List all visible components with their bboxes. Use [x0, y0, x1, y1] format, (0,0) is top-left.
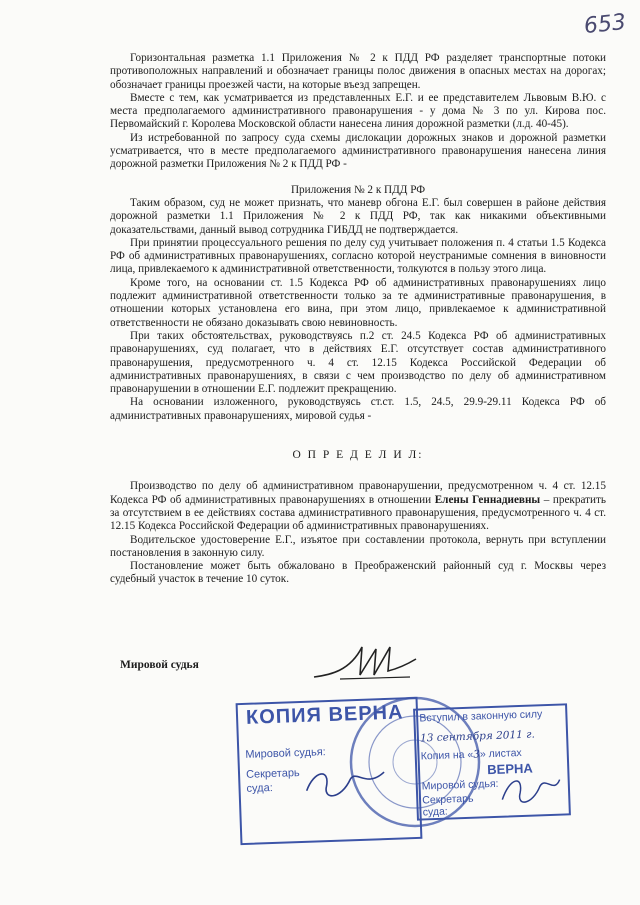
judge-signature [310, 641, 420, 685]
paragraph-2: Вместе с тем, как усматривается из представленных Е.Г. и ее представителем Львовым В.Ю. с места предполагаемого административного правонарушения - у дома № 3 по ул. Кирова пос. Первомайский г. Королева Московской области нанесена линия дорожной разметки (л.д. 40-45). [110, 91, 606, 131]
decision-p1-b: – прекратить за отсутствием в ее действиях состава административного правонарушения, предусмотренного ч. 4 ст. 12.15 Кодекса Российской Федерации об административных правонарушениях. [110, 493, 606, 533]
stamp-effect-date: 13 сентября 2011 г. [419, 728, 536, 745]
stamp-effect-signature [497, 768, 564, 814]
stamp-copy-court: суда: [246, 781, 274, 795]
stamp-effect-pages: Копия на «3» листах [420, 746, 522, 763]
paragraph-1: Горизонтальная разметка 1.1 Приложения № 2 к ПДД РФ разделяет транспортные потоки противоположных направлений и обозначает границы полос движения в опасных местах на дорогах; обозначает границы проезжей части, на которые въезд запрещен. [110, 52, 606, 91]
paragraph-5: Таким образом, суд не может признать, что маневр обгона Е.Г. был совершен в районе действия дорожной разметки 1.1 Приложения № 2 к ПДД РФ, так как никакими объективными доказательствами, данный вывод сотрудника ГИБДД не подтверждается. [110, 196, 606, 236]
stamp-effect-secretary: Секретарь [422, 792, 474, 807]
page-number: 653 [582, 9, 628, 40]
stamp-copy-title: КОПИЯ ВЕРНА [245, 701, 404, 729]
stamp-copy-secretary: Секретарь [245, 767, 300, 781]
paragraph-6: При принятии процессуального решения по делу суд учитывает положения п. 4 статьи 1.5 Кодекса РФ об административных правонарушениях, согласно которой неустранимые сомнения в виновности лица, привлекаемого к административной ответственности, толкуются в пользу этого лица. [110, 236, 606, 276]
decision-heading: О П Р Е Д Е Л И Л: [292, 449, 424, 462]
stamp-effect-verified: ВЕРНА [487, 760, 534, 778]
decision-paragraph-1 [110, 480, 606, 533]
stamp-copy-judge: Мировой судья: [245, 746, 326, 761]
defendant-name: Елены Геннадиевны [434, 493, 541, 506]
stamp-effect-court: суда: [422, 805, 448, 819]
signature-row [120, 655, 600, 695]
stamp-copy-certified [236, 697, 423, 845]
document-body [110, 52, 606, 587]
stamp-legal-effect [413, 703, 571, 820]
paragraph-9: На основании изложенного, руководствуясь ст.ст. 1.5, 24.5, 29.9-29.11 Кодекса РФ об административных правонарушениях, мировой судья - [110, 396, 606, 422]
stamp-copy-signature [300, 758, 392, 811]
paragraph-8: При таких обстоятельствах, руководствуясь п.2 ст. 24.5 Кодекса РФ об административных правонарушениях, суд полагает, что в действиях Е.Г. отсутствует состав административного правонарушения, предусмотренного ч. 4 ст. 12.15 Кодекса Российской Федерации об административных правонарушениях, в связи с чем производство по делу об административном правонарушении в отношении Е.Г. подлежит прекращению. [110, 329, 606, 396]
paragraph-3: Из истребованной по запросу суда схемы дислокации дорожных знаков и дорожной разметки усматривается, что в месте предполагаемого административного правонарушения нанесена линия дорожной разметки Приложения № 2 к ПДД РФ - [110, 131, 606, 171]
signature-label: Мировой судья [120, 659, 199, 671]
decision-paragraph-2: Водительское удостоверение Е.Г., изъятое при составлении протокола, вернуть при вступлении постановления в законную силу. [110, 533, 606, 559]
stamp-effect-judge: Мировой судья: [421, 777, 499, 793]
decision-paragraph-3: Постановление может быть обжаловано в Преображенский районный суд г. Москвы через судебный участок в течение 10 суток. [110, 560, 606, 586]
paragraph-4: Приложения № 2 к ПДД РФ [290, 183, 426, 196]
decision-p1-a: Производство по делу об административном правонарушении, предусмотренном ч. 4 ст. 12.15 Кодекса РФ об административных правонарушениях в отношении [110, 480, 606, 506]
stamp-effect-line-1: Вступил в законную силу [419, 708, 543, 725]
paragraph-7: Кроме того, на основании ст. 1.5 Кодекса РФ об административных правонарушениях лицо подлежит административной ответственности только за те административные правонарушения, в отношении которых установлена его вина, при этом лицо, привлекаемое к административной ответственности не обязано доказывать свою невиновность. [110, 276, 606, 329]
